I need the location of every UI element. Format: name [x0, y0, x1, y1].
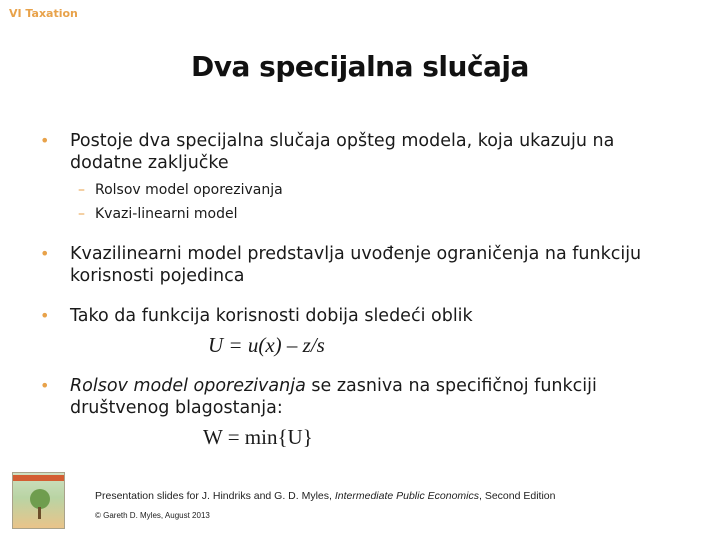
welfare-formula	[203, 425, 313, 450]
dash-icon: –	[78, 206, 85, 222]
bullet-4-text	[70, 375, 670, 419]
bullet-2-text: Kvazilinearni model predstavlja uvođenje ograničenja na funkciju korisnosti pojedinca	[70, 244, 642, 286]
footer-citation	[95, 490, 555, 502]
bullet-dot-icon: •	[40, 131, 50, 150]
section-label: VI Taxation	[9, 7, 78, 20]
bullet-3-text: Tako da funkcija korisnosti dobija sledeći oblik	[70, 306, 473, 326]
sub-bullet-1-text: Rolsov model oporezivanja	[95, 182, 283, 198]
welfare-formula-text: W = min{U}	[203, 425, 313, 449]
slide-title: Dva specijalna slučaja	[191, 50, 529, 83]
bullet-dot-icon: •	[40, 376, 50, 395]
utility-formula-text: U = u(x) – z/s	[208, 333, 325, 357]
bullet-1-text: Postoje dva specijalna slučaja opšteg modela, koja ukazuju na dodatne zaključke	[70, 131, 615, 173]
sub-bullet-2	[78, 206, 238, 222]
sub-bullet-1	[78, 182, 283, 198]
dash-icon: –	[78, 182, 85, 198]
bullet-dot-icon: •	[40, 306, 50, 325]
tree-trunk	[38, 507, 41, 519]
bullet-dot-icon: •	[40, 244, 50, 263]
utility-formula	[208, 333, 325, 358]
bullet-4-italic: Rolsov model oporezivanja	[70, 376, 306, 396]
book-cover-image	[12, 472, 65, 529]
citation-suffix: , Second Edition	[479, 490, 556, 502]
bullet-4-rest: se zasniva na specifičnoj funkciji društvenog blagostanja:	[70, 376, 597, 418]
citation-prefix: Presentation slides for J. Hindriks and G. D. Myles,	[95, 490, 335, 502]
footer-copyright: © Gareth D. Myles, August 2013	[95, 511, 210, 520]
sub-bullet-2-text: Kvazi-linearni model	[95, 206, 238, 222]
tree-icon	[30, 489, 50, 509]
citation-book: Intermediate Public Economics	[334, 490, 479, 502]
book-cover-band	[13, 475, 64, 481]
